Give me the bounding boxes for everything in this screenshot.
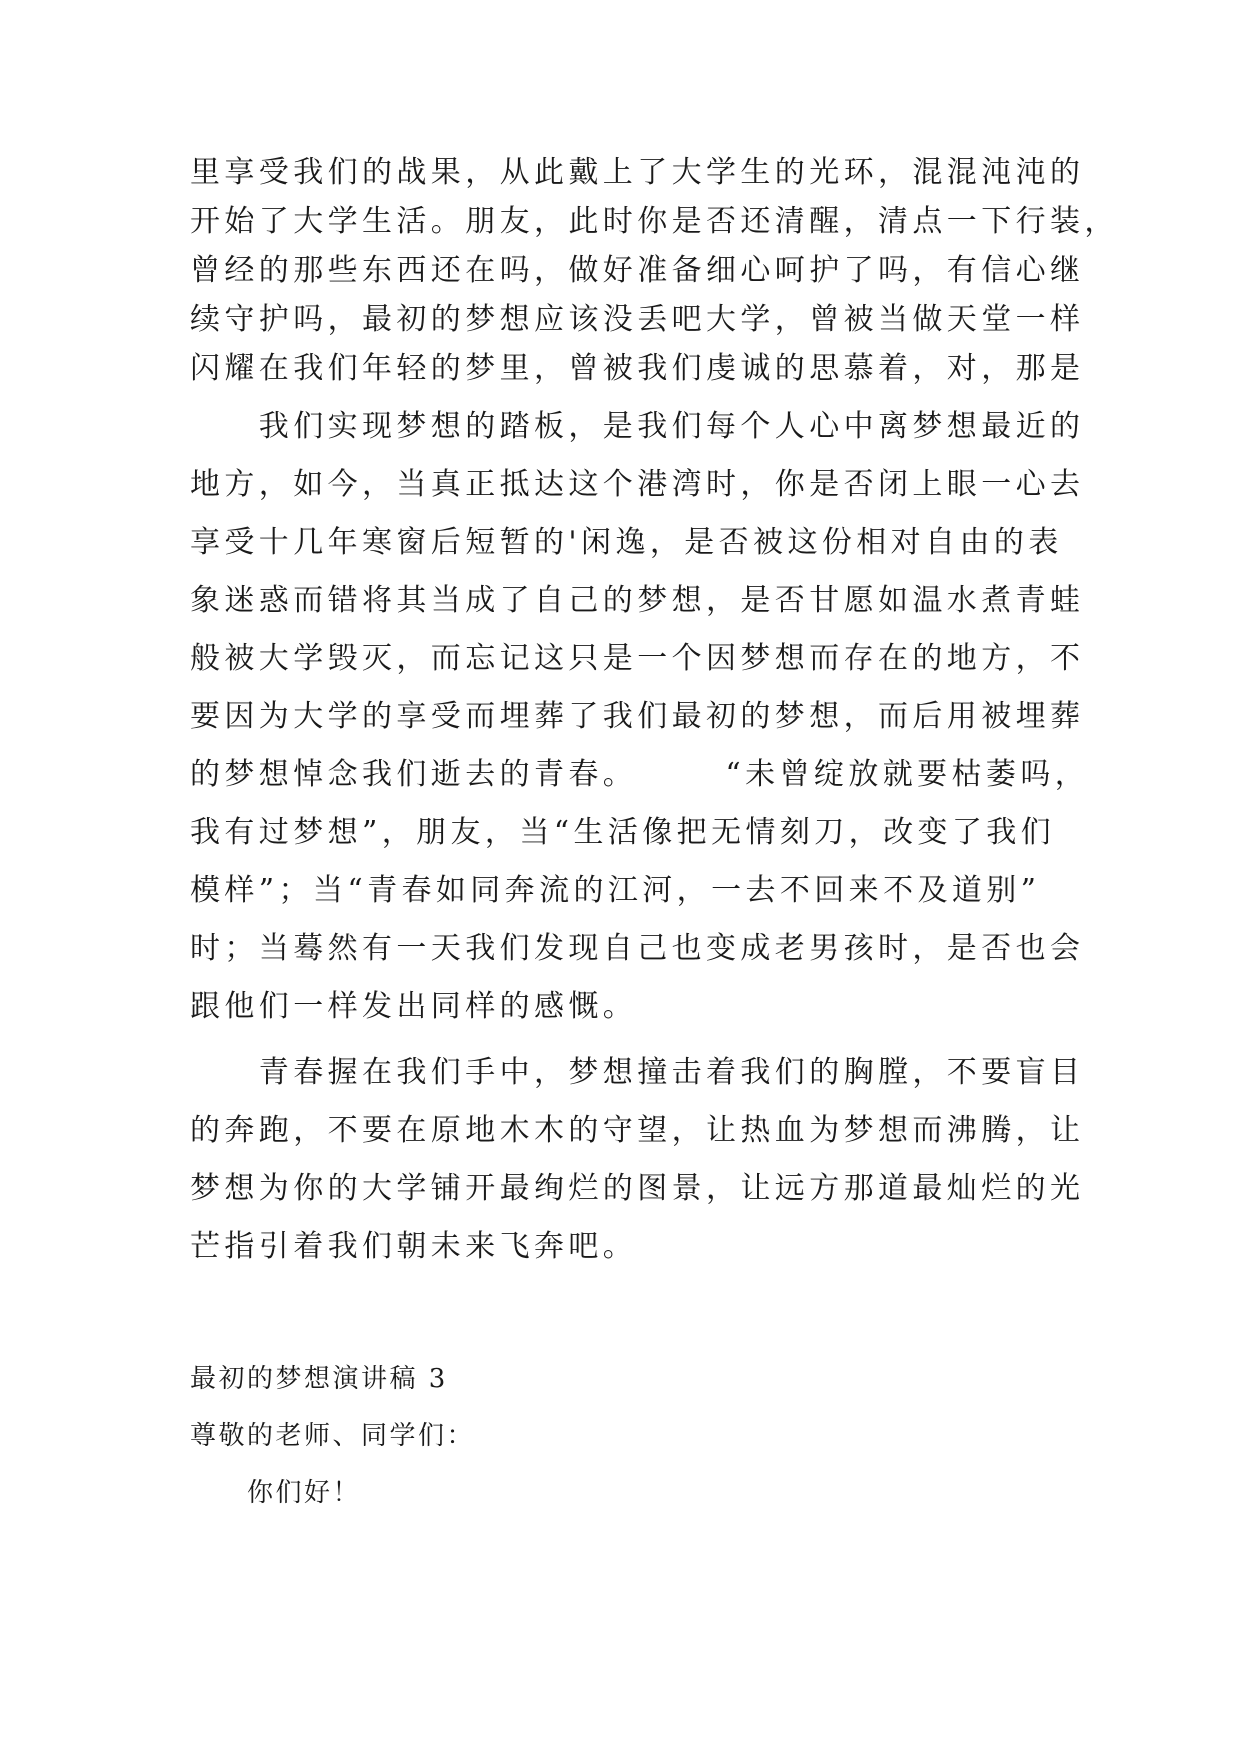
text-line: 的梦想悼念我们逝去的青春。 “未曾绽放就要枯萎吗， <box>190 757 1090 792</box>
text-line: 模样”；当“青春如同奔流的江河，一去不回来不及道别” <box>190 873 1041 908</box>
text-line: 时；当蓦然有一天我们发现自己也变成老男孩时，是否也会 <box>190 931 1085 966</box>
greeting: 你们好！ <box>190 1478 362 1508</box>
section-heading: 最初的梦想演讲稿 3 <box>190 1364 448 1394</box>
text-line: 跟他们一样发出同样的感慨。 <box>190 989 638 1024</box>
text-line: 曾经的那些东西还在吗，做好准备细心呵护了吗，有信心继 <box>190 253 1085 288</box>
text-line: 象迷惑而错将其当成了自己的梦想，是否甘愿如温水煮青蛙 <box>190 583 1085 618</box>
text-line: 我有过梦想”，朋友，当“生活像把无情刻刀，改变了我们 <box>190 815 1056 850</box>
text-line: 要因为大学的享受而埋葬了我们最初的梦想，而后用被埋葬 <box>190 699 1085 734</box>
text-line: 地方，如今，当真正抵达这个港湾时，你是否闭上眼一心去 <box>190 467 1085 502</box>
text-line: 我们实现梦想的踏板，是我们每个人心中离梦想最近的 <box>190 409 1085 444</box>
text-line: 续守护吗，最初的梦想应该没丢吧大学，曾被当做天堂一样 <box>190 302 1085 337</box>
text-line: 般被大学毁灭，而忘记这只是一个因梦想而存在的地方，不 <box>190 641 1085 676</box>
text-line: 里享受我们的战果，从此戴上了大学生的光环，混混沌沌的 <box>190 155 1085 190</box>
text-line: 闪耀在我们年轻的梦里，曾被我们虔诚的思慕着，对，那是 <box>190 351 1085 386</box>
text-line: 的奔跑，不要在原地木木的守望，让热血为梦想而沸腾，让 <box>190 1113 1085 1148</box>
salutation: 尊敬的老师、同学们： <box>190 1421 476 1451</box>
text-line: 梦想为你的大学铺开最绚烂的图景，让远方那道最灿烂的光 <box>190 1171 1085 1206</box>
text-line: 享受十几年寒窗后短暂的'闲逸，是否被这份相对自由的表 <box>190 525 1063 560</box>
text-line: 青春握在我们手中，梦想撞击着我们的胸膛，不要盲目 <box>190 1055 1085 1090</box>
text-line: 芒指引着我们朝未来飞奔吧。 <box>190 1229 638 1264</box>
text-line: 开始了大学生活。朋友，此时你是否还清醒，清点一下行装， <box>190 204 1119 239</box>
